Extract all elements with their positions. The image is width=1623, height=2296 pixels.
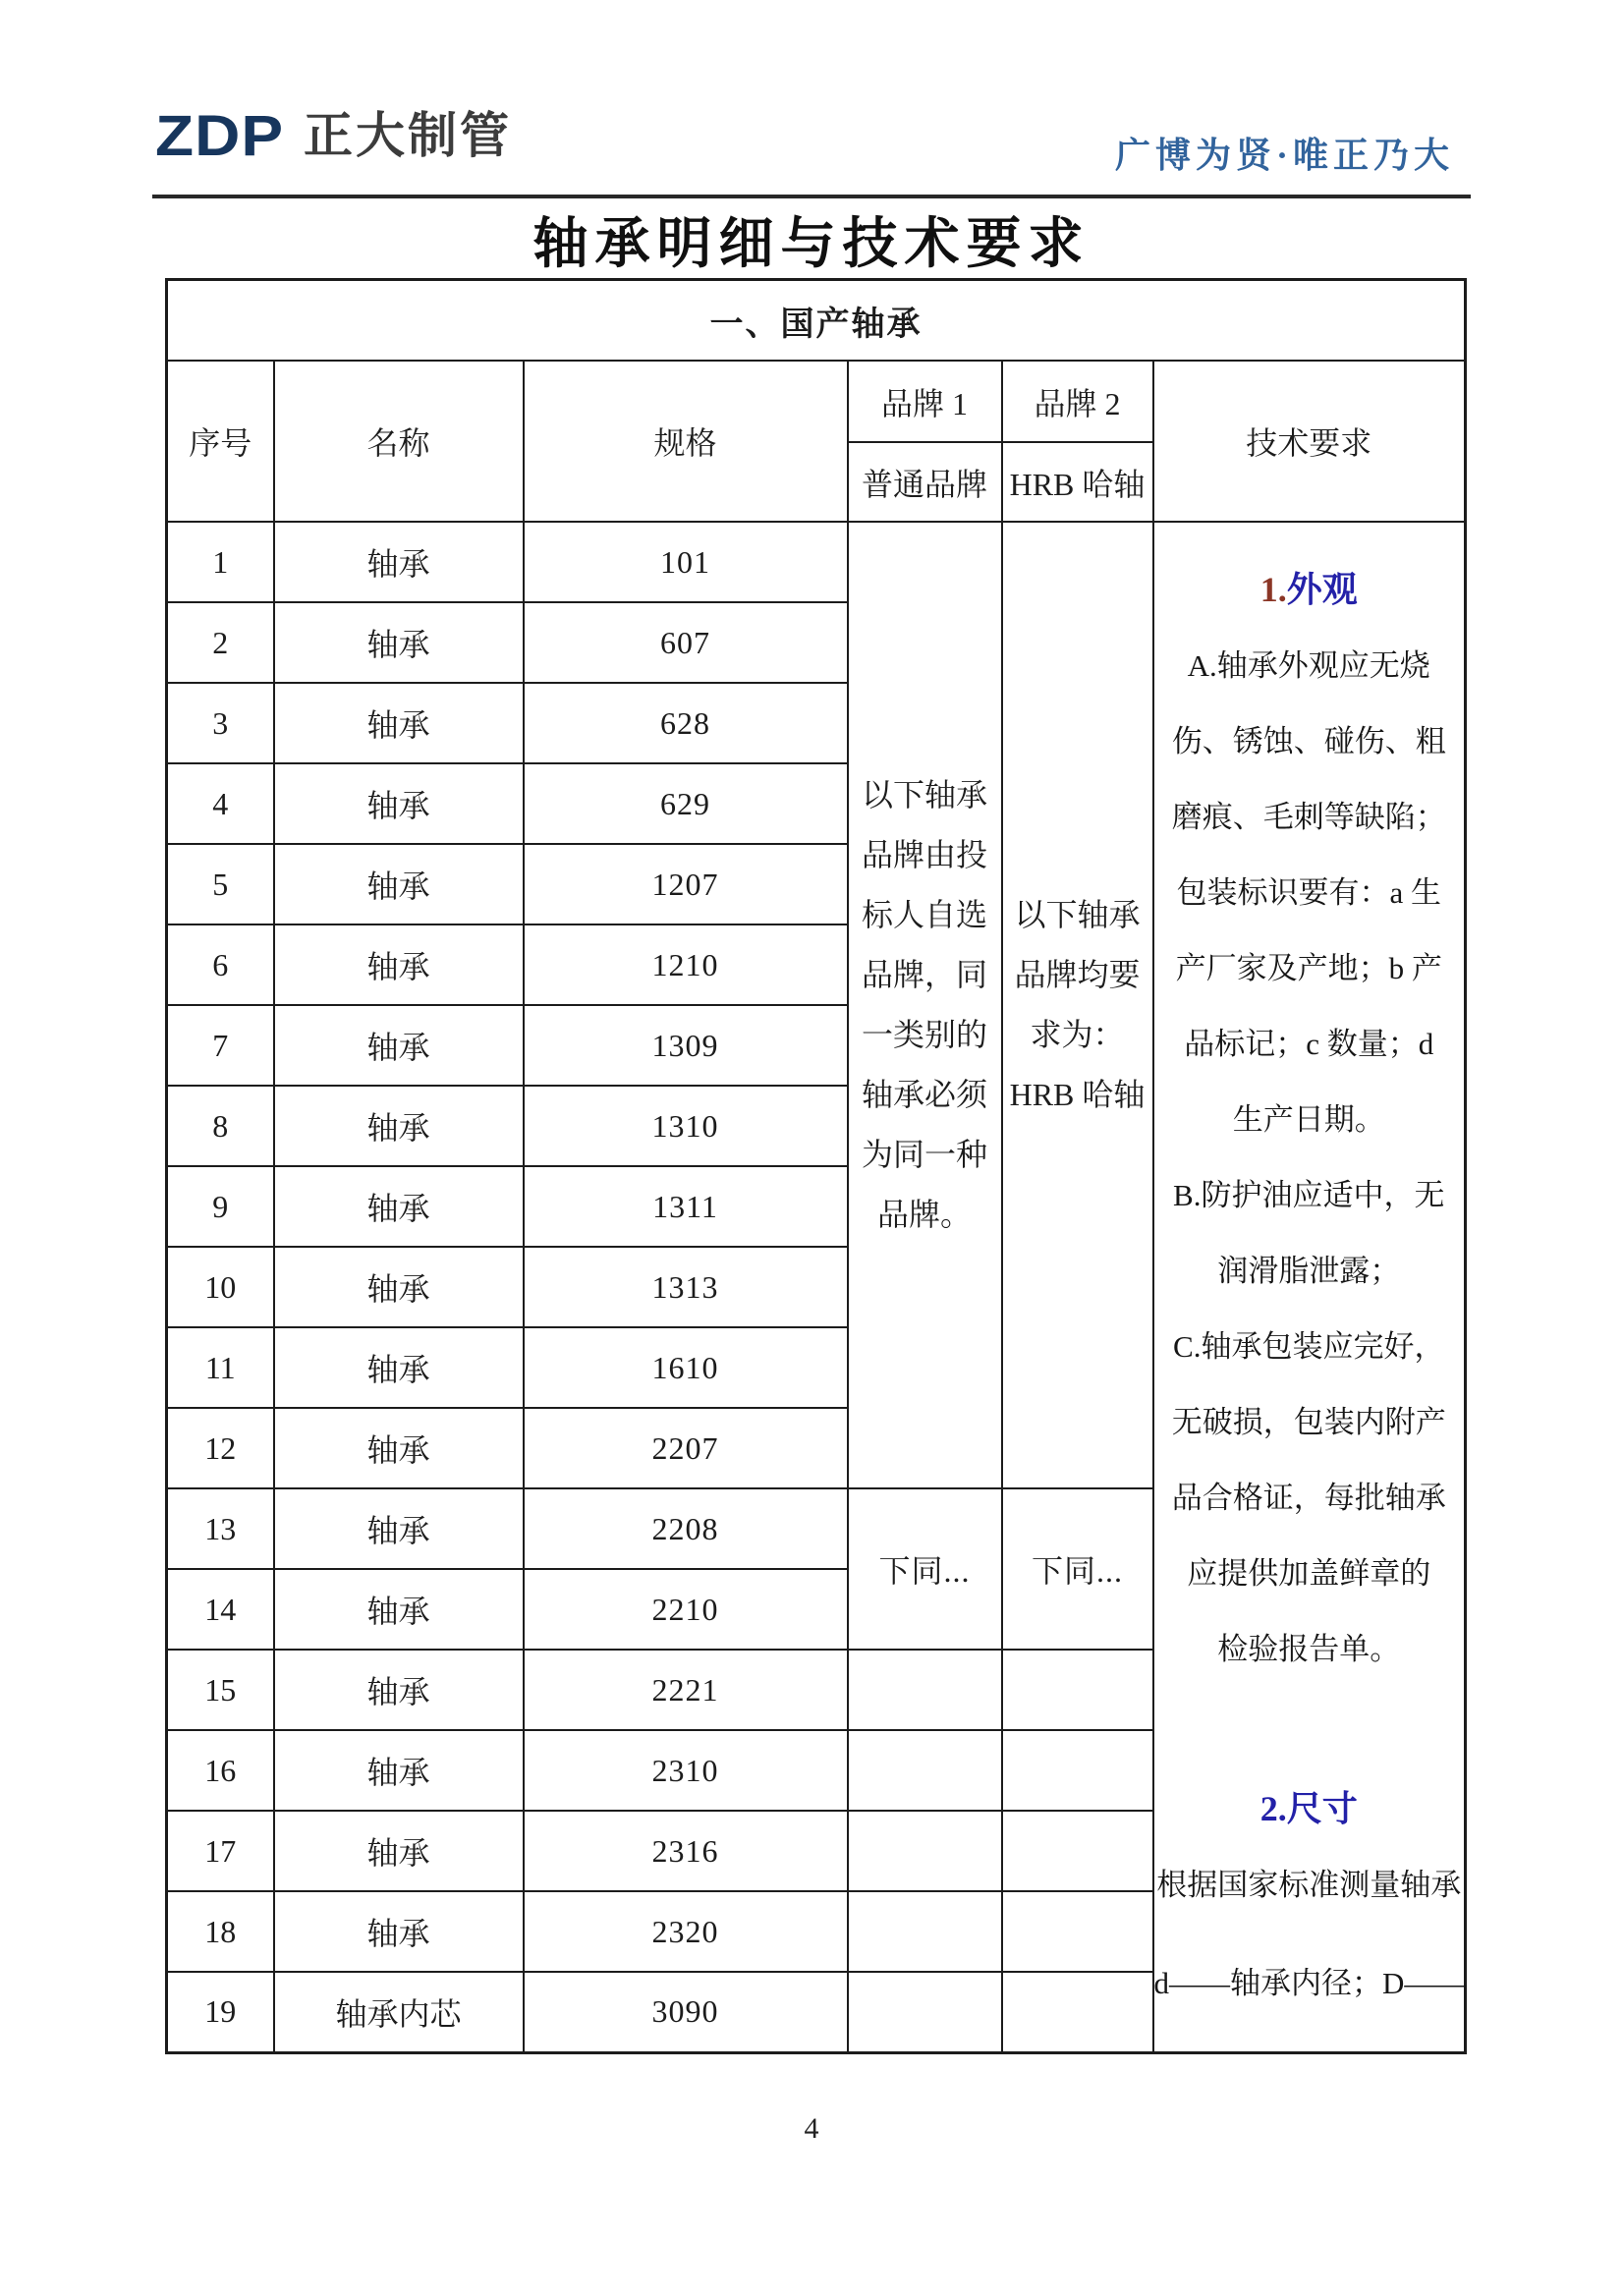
tech-section-heading: 2.尺寸 — [1259, 1789, 1358, 1829]
tech-text-line: 无破损，包装内附产 — [1171, 1405, 1446, 1440]
row-no-cell: 16 — [167, 1730, 274, 1811]
table-head — [167, 280, 1466, 523]
tech-text-line: 品合格证，每批轴承 — [1171, 1481, 1446, 1516]
tech-text-line: 磨痕、毛刺等缺陷； — [1171, 800, 1446, 835]
row-spec-cell: 1311 — [524, 1166, 848, 1247]
row-spec-cell: 1309 — [524, 1005, 848, 1086]
col-header-spec: 规格 — [524, 361, 848, 522]
row-spec-cell: 101 — [524, 522, 848, 602]
tech-text-line: d——轴承内径；D—— — [1153, 1966, 1466, 2001]
tech-text-line: 产厂家及产地；b 产 — [1175, 951, 1442, 986]
tech-text-line: 包装标识要有：a 生 — [1176, 875, 1441, 911]
tech-text-line: C.轴承包装应完好， — [1173, 1329, 1445, 1365]
row-no-cell: 6 — [167, 924, 274, 1005]
row-name-cell: 轴承 — [274, 924, 524, 1005]
col-header-tech: 技术要求 — [1153, 361, 1466, 522]
row-no-cell: 10 — [167, 1247, 274, 1327]
header-rule — [152, 195, 1471, 198]
row-name-cell: 轴承 — [274, 1327, 524, 1408]
brand-note-line: 品牌均要 — [1014, 957, 1141, 992]
section-title-row — [167, 280, 1466, 362]
row-spec-cell: 1610 — [524, 1327, 848, 1408]
tech-requirements-cell — [1153, 522, 1466, 2052]
tech-text-line: 应提供加盖鲜章的 — [1187, 1556, 1431, 1592]
table-body — [167, 522, 1466, 2052]
brand2-empty-cell — [1002, 1891, 1153, 1972]
col-header-brand2: 品牌 2 — [1002, 361, 1153, 442]
logo-zdp-text: ZDP — [155, 102, 284, 169]
col-header-brand1: 品牌 1 — [848, 361, 1002, 442]
page-title: 轴承明细与技术要求 — [532, 214, 1091, 275]
row-no-cell: 9 — [167, 1166, 274, 1247]
tech-text-line: 伤、锈蚀、碰伤、粗 — [1171, 724, 1446, 759]
tech-text-line: 根据国家标准测量轴承 — [1156, 1868, 1462, 1903]
row-name-cell: 轴承 — [274, 1891, 524, 1972]
tech-text-line: 生产日期。 — [1232, 1102, 1385, 1138]
tech-text-line: A.轴承外观应无烧 — [1187, 648, 1430, 684]
brand1-empty-cell — [848, 1811, 1002, 1891]
row-name-cell: 轴承 — [274, 1166, 524, 1247]
brand-note-line: 为同一种 — [861, 1137, 987, 1172]
row-name-cell: 轴承 — [274, 1086, 524, 1166]
row-no-cell: 2 — [167, 602, 274, 683]
brand2-empty-cell — [1002, 1972, 1153, 2052]
col-header-brand2-sub: HRB 哈轴 — [1002, 442, 1153, 522]
row-no-cell: 13 — [167, 1488, 274, 1569]
brand-note-line: 轴承必须 — [861, 1077, 987, 1112]
row-spec-cell: 2221 — [524, 1650, 848, 1730]
brand1-ditto-cell: 下同... — [848, 1488, 1002, 1650]
row-spec-cell: 1210 — [524, 924, 848, 1005]
row-spec-cell: 3090 — [524, 1972, 848, 2052]
header-slogan: 广博为贤·唯正乃大 — [1114, 136, 1454, 175]
row-name-cell: 轴承 — [274, 1569, 524, 1650]
row-name-cell: 轴承 — [274, 1488, 524, 1569]
brand2-empty-cell — [1002, 1650, 1153, 1730]
page-number: 4 — [804, 2112, 819, 2145]
tech-section-heading — [1154, 552, 1465, 628]
row-name-cell: 轴承内芯 — [274, 1972, 524, 2052]
brand-note-line: 品牌，同 — [861, 957, 987, 992]
brand-note-line: 品牌。 — [876, 1197, 972, 1232]
row-no-cell: 17 — [167, 1811, 274, 1891]
row-no-cell: 7 — [167, 1005, 274, 1086]
row-no-cell: 4 — [167, 763, 274, 844]
section-title-cell: 一、国产轴承 — [167, 280, 1466, 362]
tech-heading-text: 外观 — [1286, 570, 1358, 610]
brand-note-line: 品牌由投 — [861, 837, 987, 872]
row-no-cell: 5 — [167, 844, 274, 924]
row-spec-cell: 2207 — [524, 1408, 848, 1488]
brand-note-line: 标人自选 — [861, 897, 987, 932]
brand2-ditto-cell: 下同... — [1002, 1488, 1153, 1650]
col-header-no: 序号 — [167, 361, 274, 522]
row-spec-cell: 1207 — [524, 844, 848, 924]
row-spec-cell: 2208 — [524, 1488, 848, 1569]
row-no-cell: 18 — [167, 1891, 274, 1972]
tech-text-line: 润滑脂泄露； — [1217, 1254, 1401, 1289]
row-no-cell: 11 — [167, 1327, 274, 1408]
brand1-empty-cell — [848, 1730, 1002, 1811]
brand2-note-cell — [1002, 522, 1153, 1488]
row-spec-cell: 2316 — [524, 1811, 848, 1891]
tech-text-line: 检验报告单。 — [1217, 1632, 1401, 1667]
col-header-name: 名称 — [274, 361, 524, 522]
row-no-cell: 8 — [167, 1086, 274, 1166]
row-no-cell: 15 — [167, 1650, 274, 1730]
row-no-cell: 14 — [167, 1569, 274, 1650]
logo-company-text: 正大制管 — [304, 108, 512, 163]
row-name-cell: 轴承 — [274, 602, 524, 683]
column-header-row-1 — [167, 361, 1466, 442]
row-name-cell: 轴承 — [274, 1811, 524, 1891]
row-name-cell: 轴承 — [274, 1247, 524, 1327]
row-no-cell: 1 — [167, 522, 274, 602]
row-spec-cell: 2320 — [524, 1891, 848, 1972]
brand1-empty-cell — [848, 1972, 1002, 2052]
brand1-empty-cell — [848, 1891, 1002, 1972]
brand1-empty-cell — [848, 1650, 1002, 1730]
row-name-cell: 轴承 — [274, 683, 524, 763]
row-no-cell: 19 — [167, 1972, 274, 2052]
row-spec-cell: 607 — [524, 602, 848, 683]
row-spec-cell: 2210 — [524, 1569, 848, 1650]
row-name-cell: 轴承 — [274, 1650, 524, 1730]
row-name-cell: 轴承 — [274, 763, 524, 844]
tech-text-line: 品标记；c 数量；d — [1184, 1027, 1434, 1062]
brand2-empty-cell — [1002, 1811, 1153, 1891]
row-spec-cell: 628 — [524, 683, 848, 763]
row-name-cell: 轴承 — [274, 1408, 524, 1488]
tech-text-line: B.防护油应适中，无 — [1173, 1178, 1445, 1213]
row-no-cell: 3 — [167, 683, 274, 763]
row-name-cell: 轴承 — [274, 1005, 524, 1086]
row-spec-cell: 1313 — [524, 1247, 848, 1327]
row-name-cell: 轴承 — [274, 844, 524, 924]
table-row — [167, 522, 1466, 602]
col-header-brand1-sub: 普通品牌 — [848, 442, 1002, 522]
brand-note-line: 以下轴承 — [861, 777, 987, 812]
header-logo — [155, 104, 512, 167]
brand2-empty-cell — [1002, 1730, 1153, 1811]
brand-note-line: 一类别的 — [861, 1017, 987, 1052]
row-name-cell: 轴承 — [274, 522, 524, 602]
row-spec-cell: 1310 — [524, 1086, 848, 1166]
row-name-cell: 轴承 — [274, 1730, 524, 1811]
bearing-table — [165, 278, 1467, 2054]
row-spec-cell: 2310 — [524, 1730, 848, 1811]
row-spec-cell: 629 — [524, 763, 848, 844]
brand-note-line: HRB 哈轴 — [1009, 1077, 1146, 1112]
brand-note-line: 求为： — [1030, 1017, 1125, 1052]
tech-heading-number: 1. — [1259, 570, 1287, 610]
brand1-note-cell — [848, 522, 1002, 1488]
brand-note-line: 以下轴承 — [1014, 897, 1141, 932]
row-no-cell: 12 — [167, 1408, 274, 1488]
